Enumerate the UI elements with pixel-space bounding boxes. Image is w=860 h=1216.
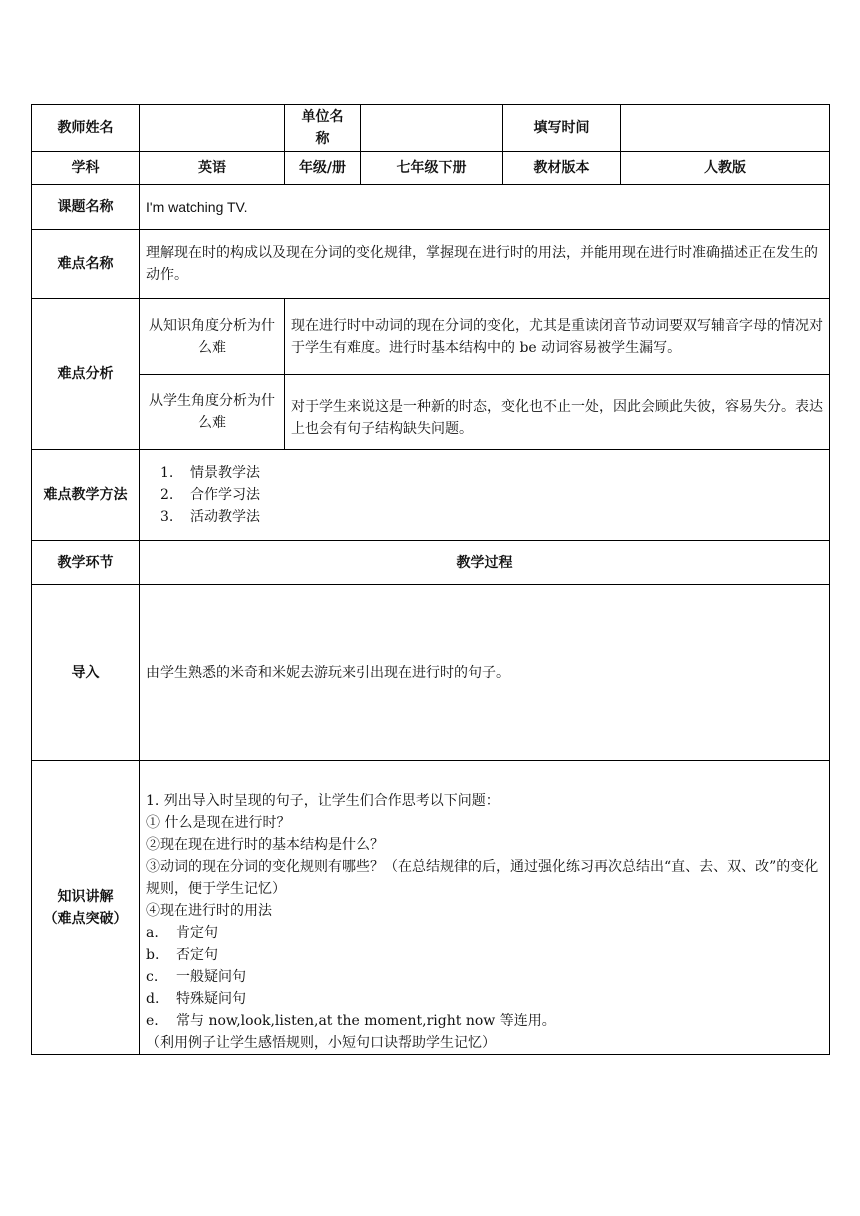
knowledge-angle-label: 从知识角度分析为什么难 bbox=[140, 299, 285, 375]
knowledge-line: ③动词的现在分词的变化规则有哪些？（在总结规律的后，通过强化练习再次总结出“直、去、双、改”的变化规则，便于学生记忆） bbox=[146, 859, 819, 897]
methods-cell bbox=[140, 450, 830, 541]
methods-row bbox=[32, 450, 830, 541]
knowledge-angle-value: 现在进行时中动词的现在分词的变化，尤其是重读闭音节动词要双写辅音字母的情况对于学生有难度。进行时基本结构中的 be 动词容易被学生漏写。 bbox=[285, 299, 830, 375]
edition-value: 人教版 bbox=[621, 152, 830, 185]
intro-value: 由学生熟悉的米奇和米妮去游玩来引出现在进行时的句子。 bbox=[140, 585, 830, 761]
analysis-label: 难点分析 bbox=[32, 299, 140, 450]
knowledge-label-line2: （难点突破） bbox=[43, 910, 128, 927]
usage-item: e. 常与 now,look,listen,at the moment,right now 等连用。 bbox=[146, 1013, 556, 1029]
lesson-plan-table bbox=[31, 104, 830, 1055]
topic-value: I'm watching TV. bbox=[140, 185, 830, 230]
analysis-row-student bbox=[32, 375, 830, 450]
intro-row bbox=[32, 585, 830, 761]
grade-value: 七年级下册 bbox=[361, 152, 503, 185]
student-angle-value: 对于学生来说这是一种新的时态，变化也不止一处，因此会顾此失彼，容易失分。表达上也会有句子结构缺失问题。 bbox=[285, 375, 830, 450]
knowledge-closing: （利用例子让学生感悟规则，小短句口诀帮助学生记忆） bbox=[146, 1035, 496, 1051]
topic-label: 课题名称 bbox=[32, 185, 140, 230]
difficulty-row bbox=[32, 230, 830, 299]
knowledge-line: ②现在现在进行时的基本结构是什么？ bbox=[146, 837, 384, 853]
fill-date-value bbox=[621, 105, 830, 152]
knowledge-line: ④现在进行时的用法 bbox=[146, 903, 272, 919]
edition-label: 教材版本 bbox=[503, 152, 621, 185]
subject-label: 学科 bbox=[32, 152, 140, 185]
teacher-name-label: 教师姓名 bbox=[32, 105, 140, 152]
unit-name-value bbox=[361, 105, 503, 152]
analysis-row-knowledge bbox=[32, 299, 830, 375]
process-label: 教学过程 bbox=[140, 541, 830, 585]
knowledge-line: ① 什么是现在进行时？ bbox=[146, 815, 291, 831]
method-item: 3. 活动教学法 bbox=[160, 509, 260, 525]
teacher-name-value bbox=[140, 105, 285, 152]
process-header-row bbox=[32, 541, 830, 585]
unit-name-label: 单位名称 bbox=[285, 105, 361, 152]
grade-label: 年级/册 bbox=[285, 152, 361, 185]
methods-list bbox=[146, 462, 823, 528]
difficulty-value: 理解现在时的构成以及现在分词的变化规律，掌握现在进行时的用法，并能用现在进行时准确描述正在发生的动作。 bbox=[140, 230, 830, 299]
methods-label: 难点教学方法 bbox=[32, 450, 140, 541]
header-row bbox=[32, 105, 830, 152]
student-angle-label: 从学生角度分析为什么难 bbox=[140, 375, 285, 450]
intro-label: 导入 bbox=[32, 585, 140, 761]
stage-label: 教学环节 bbox=[32, 541, 140, 585]
topic-row bbox=[32, 185, 830, 230]
difficulty-label: 难点名称 bbox=[32, 230, 140, 299]
usage-item: d. 特殊疑问句 bbox=[146, 991, 246, 1007]
knowledge-row bbox=[32, 761, 830, 1055]
usage-item: a. 肯定句 bbox=[146, 925, 218, 941]
usage-item: b. 否定句 bbox=[146, 947, 218, 963]
knowledge-content bbox=[140, 761, 830, 1055]
subject-value: 英语 bbox=[140, 152, 285, 185]
knowledge-label-line1: 知识讲解 bbox=[57, 888, 114, 905]
usage-item: c. 一般疑问句 bbox=[146, 969, 246, 985]
fill-date-label: 填写时间 bbox=[503, 105, 621, 152]
knowledge-line: 1. 列出导入时呈现的句子，让学生们合作思考以下问题： bbox=[146, 793, 500, 809]
method-item: 1. 情景教学法 bbox=[160, 465, 260, 481]
knowledge-label bbox=[32, 761, 140, 1055]
method-item: 2. 合作学习法 bbox=[160, 487, 260, 503]
info-row bbox=[32, 152, 830, 185]
